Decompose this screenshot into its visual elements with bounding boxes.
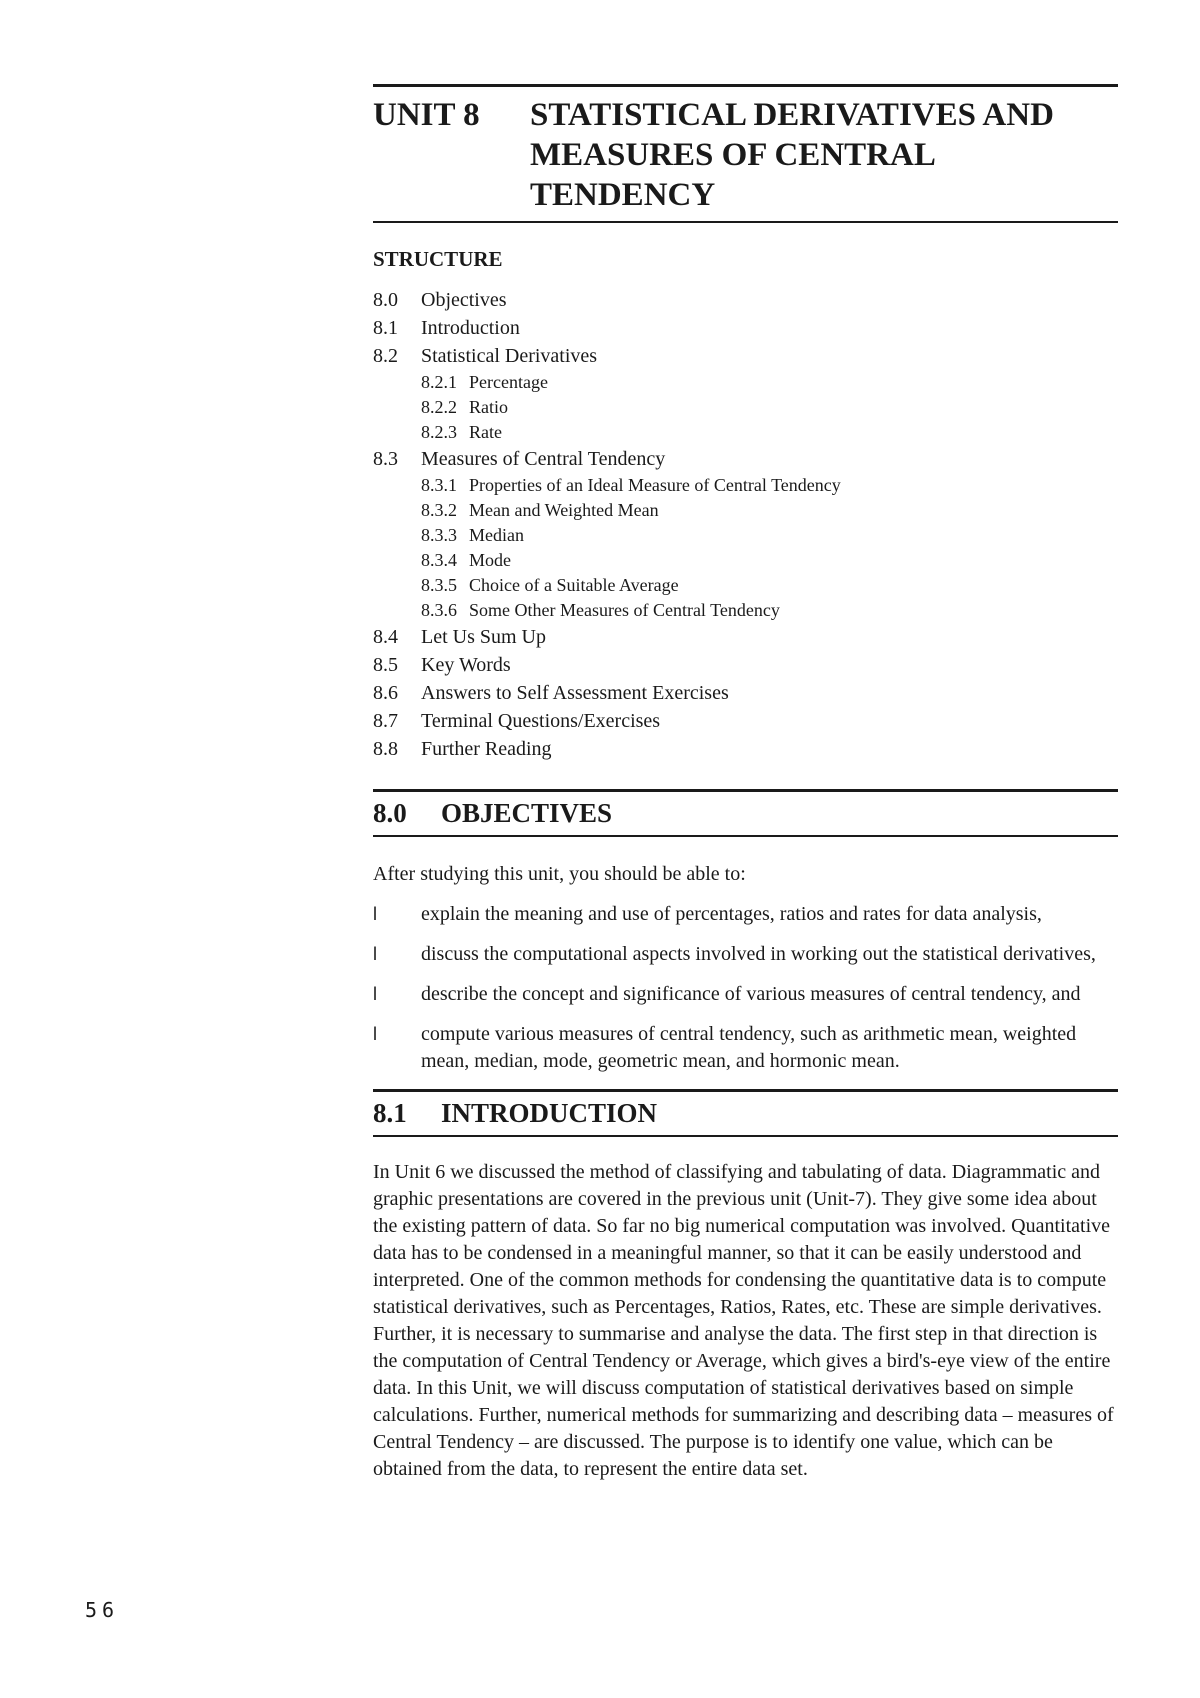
structure-item-number: 8.8: [373, 738, 398, 760]
structure-subitem: [373, 473, 1118, 498]
structure-item: [373, 342, 1118, 370]
structure-item-label: Measures of Central Tendency: [421, 448, 666, 470]
structure-item: [373, 314, 1118, 342]
introduction-heading: [373, 1092, 1118, 1135]
structure-item-label: Mode: [469, 550, 511, 570]
structure-item-number: 8.2: [373, 345, 398, 367]
structure-item: [373, 735, 1118, 763]
structure-item-number: 8.0: [373, 289, 398, 311]
structure-item-label: Median: [469, 525, 524, 545]
structure-item-label: Rate: [469, 422, 502, 442]
objectives-list: [373, 901, 1118, 1075]
unit-label: UNIT 8: [373, 97, 480, 133]
structure-item-label: Introduction: [421, 317, 520, 339]
objective-item: [373, 1021, 1118, 1075]
structure-item-number: 8.2.3: [421, 422, 457, 442]
structure-item: [373, 679, 1118, 707]
bullet-marker: l: [373, 1024, 377, 1044]
structure-item-label: Key Words: [421, 654, 511, 676]
structure-item-number: 8.3.4: [421, 550, 457, 570]
structure-item-number: 8.1: [373, 317, 398, 339]
introduction-title: INTRODUCTION: [441, 1098, 658, 1128]
structure-item-number: 8.3: [373, 448, 398, 470]
structure-item-number: 8.3.6: [421, 600, 457, 620]
structure-item-label: Ratio: [469, 397, 508, 417]
structure-item-label: Choice of a Suitable Average: [469, 575, 679, 595]
structure-item-number: 8.5: [373, 654, 398, 676]
structure-item: [373, 445, 1118, 473]
structure-item-label: Some Other Measures of Central Tendency: [469, 600, 780, 620]
objective-item: [373, 941, 1118, 968]
structure-item-number: 8.2.1: [421, 372, 457, 392]
structure-item: [373, 651, 1118, 679]
introduction-paragraph: In Unit 6 we discussed the method of classifying and tabulating of data. Diagrammatic and graphic presentations are covered in the previous unit (Unit-7). They give some idea about the existing pattern of data. So far no big numerical computation was involved. Quantitative data has to be condensed in a meaningful manner, so that it can be easily understood and interpreted. One of the common methods for condensing the quantitative data is to compute statistical derivatives, such as Percentages, Ratios, Rates, etc. These are simple derivatives. Further, it is necessary to summarise and analyse the data. The first step in that direction is the computation of Central Tendency or Average, which gives a bird's-eye view of the entire data. In this Unit, we will discuss computation of statistical derivatives based on simple calculations. Further, numerical methods for summarizing and describing data – measures of Central Tendency – are discussed. The purpose is to identify one value, which can be obtained from the data, to represent the entire data set.: [373, 1161, 1114, 1480]
structure-subitem: [373, 370, 1118, 395]
objective-text: discuss the computational aspects involved in working out the statistical derivatives,: [421, 943, 1096, 965]
objective-text: explain the meaning and use of percentages, ratios and rates for data analysis,: [421, 903, 1042, 925]
objective-item: [373, 981, 1118, 1008]
objectives-title: OBJECTIVES: [441, 798, 613, 828]
structure-item-number: 8.2.2: [421, 397, 457, 417]
structure-item-number: 8.3.1: [421, 475, 457, 495]
objectives-number: 8.0: [373, 798, 407, 828]
structure-item-label: Answers to Self Assessment Exercises: [421, 682, 729, 704]
structure-item-number: 8.4: [373, 626, 398, 648]
structure-item-label: Let Us Sum Up: [421, 626, 546, 648]
structure-item: [373, 286, 1118, 314]
introduction-bottom-rule: [373, 1135, 1118, 1137]
structure-item-label: Statistical Derivatives: [421, 345, 598, 367]
structure-subitem: [373, 523, 1118, 548]
structure-subitem: [373, 548, 1118, 573]
structure-item-label: Mean and Weighted Mean: [469, 500, 659, 520]
page-number: 56: [85, 1598, 120, 1622]
objectives-lead: After studying this unit, you should be able to:: [373, 863, 746, 885]
page-content: [373, 84, 1118, 1483]
structure-subitem: [373, 420, 1118, 445]
structure-subitem: [373, 598, 1118, 623]
structure-item-label: Percentage: [469, 372, 548, 392]
structure-subitem: [373, 573, 1118, 598]
objective-item: [373, 901, 1118, 928]
structure-item-label: Terminal Questions/Exercises: [421, 710, 661, 732]
introduction-number: 8.1: [373, 1098, 407, 1128]
objective-text: describe the concept and significance of various measures of central tendency, and: [421, 983, 1081, 1005]
objective-text: compute various measures of central tendency, such as arithmetic mean, weighted mean, median, mode, geometric mean, and hormonic mean.: [421, 1023, 1077, 1072]
objectives-section: [373, 789, 1118, 837]
bullet-marker: l: [373, 904, 377, 924]
structure-item-number: 8.6: [373, 682, 398, 704]
structure-item-label: Properties of an Ideal Measure of Central Tendency: [469, 475, 841, 495]
structure-list: [373, 286, 1118, 763]
unit-title: [373, 87, 1118, 221]
structure-item-number: 8.3.2: [421, 500, 457, 520]
structure-item-number: 8.3.3: [421, 525, 457, 545]
bullet-marker: l: [373, 944, 377, 964]
structure-item-label: Further Reading: [421, 738, 552, 760]
bullet-marker: l: [373, 984, 377, 1004]
title-bottom-rule: [373, 221, 1118, 223]
structure-subitem: [373, 395, 1118, 420]
objectives-heading: [373, 792, 1118, 835]
structure-item: [373, 707, 1118, 735]
unit-title-text: STATISTICAL DERIVATIVES AND MEASURES OF CENTRAL TENDENCY: [530, 97, 1054, 213]
structure-subitem: [373, 498, 1118, 523]
structure-item-number: 8.3.5: [421, 575, 457, 595]
structure-heading: STRUCTURE: [373, 247, 503, 271]
introduction-section: [373, 1089, 1118, 1137]
structure-item-number: 8.7: [373, 710, 398, 732]
objectives-bottom-rule: [373, 835, 1118, 837]
structure-item-label: Objectives: [421, 289, 507, 311]
structure-item: [373, 623, 1118, 651]
